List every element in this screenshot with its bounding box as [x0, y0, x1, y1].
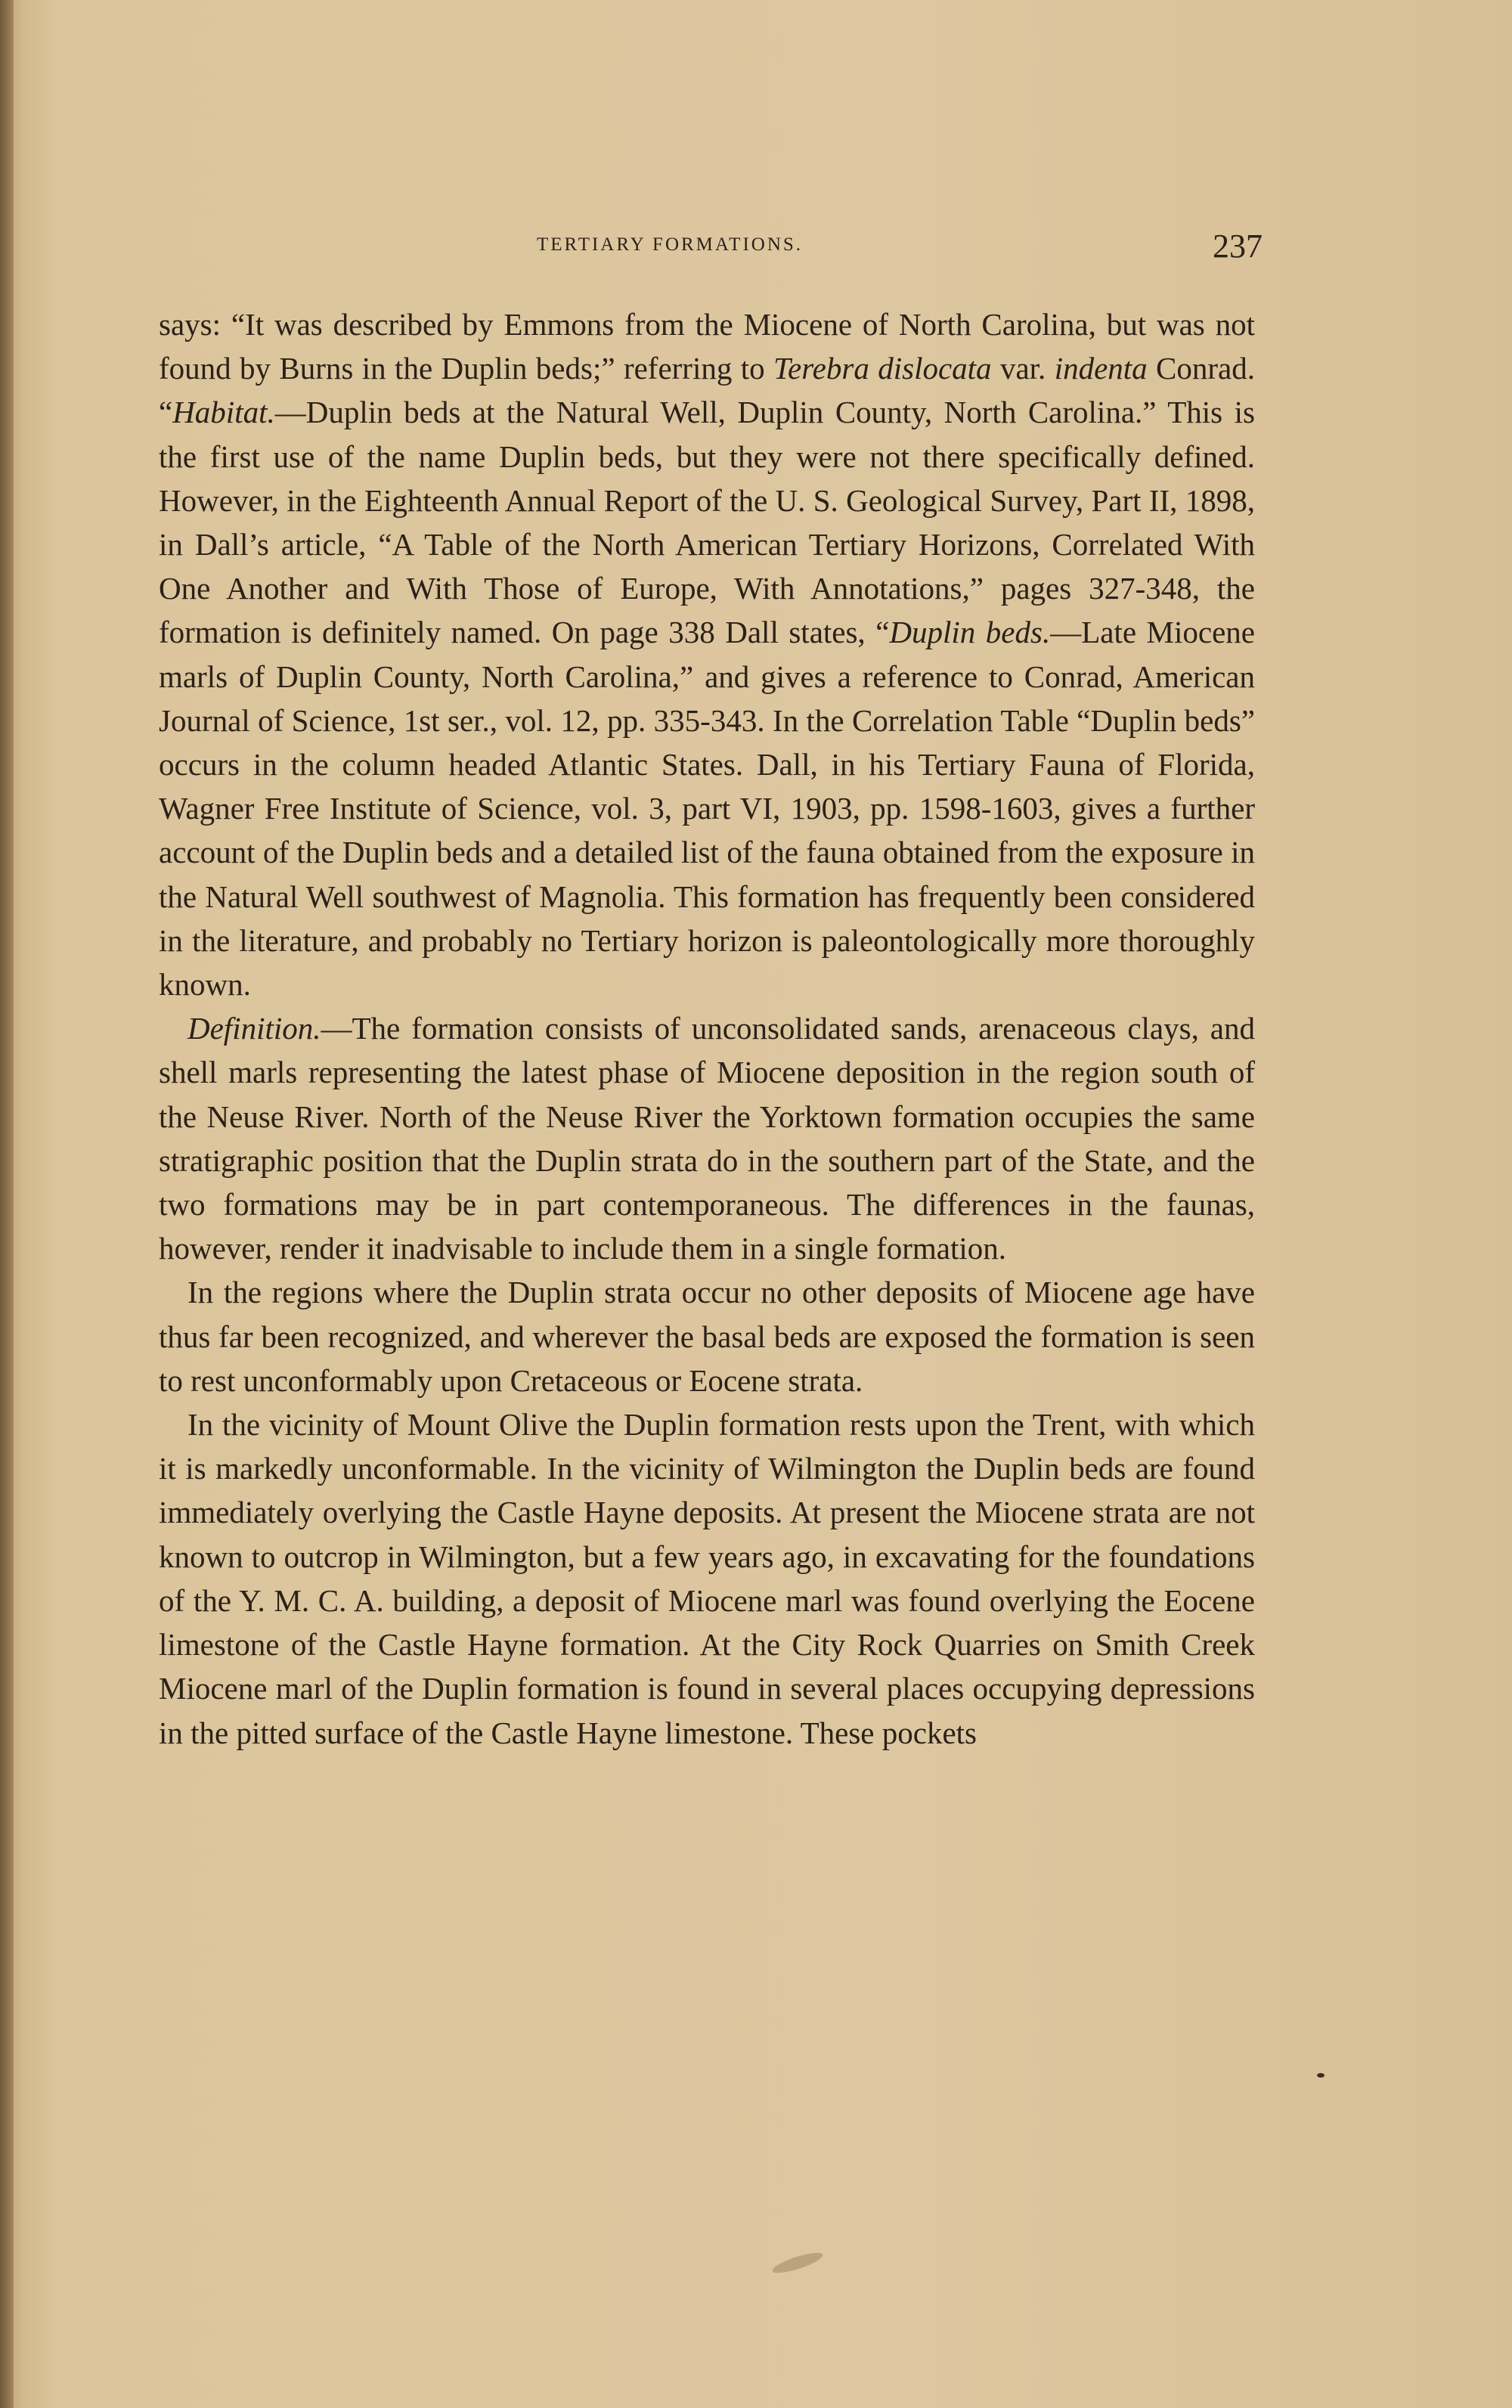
- text-run: Conrad. “: [159, 351, 1256, 430]
- italic-run: Definition.: [187, 1011, 321, 1046]
- text-run: —Late Miocene marls of Duplin County, North Carolina,” and gives a reference to Conrad, American Journal of Science, 1st ser., vol. 12, pp. 335-343. In the Correlation Table “Duplin beds” occurs in the column headed Atlantic States. Dall, in his Tertiary Fauna of Florida, Wagner Free Institute of Science, vol. 3, part VI, 1903, pp. 1598-1603, gives a further account of the Duplin beds and a detailed list of the fauna obtained from the exposure in the Natural Well southwest of Magnolia. This formation has frequently been considered in the literature, and probably no Tertiary horizon is paleontologically more thoroughly known.: [159, 615, 1255, 1003]
- italic-run: indenta: [1054, 351, 1148, 386]
- paragraph: [159, 302, 1255, 1006]
- text-run: var.: [991, 351, 1055, 386]
- body-text: [159, 302, 1255, 1755]
- page-smudge: [770, 2249, 825, 2277]
- italic-run: Duplin beds.: [889, 615, 1051, 650]
- running-head: TERTIARY FORMATIONS.: [537, 234, 804, 255]
- text-run: says: “It was described by Emmons from the Miocene of North Carolina, but was not found by Burns in the Duplin beds;” referring to: [159, 307, 1255, 386]
- paragraph: [159, 1006, 1255, 1270]
- italic-run: Habitat.: [172, 395, 275, 430]
- page-header: [159, 227, 1263, 280]
- ink-speck: [1317, 2073, 1325, 2078]
- paragraph: [159, 1270, 1255, 1402]
- text-run: In the regions where the Duplin strata occur no other deposits of Miocene age have thus far been recognized, and wherever the basal beds are exposed the formation is seen to rest unconformably upon Cretaceous or Eocene strata.: [159, 1275, 1255, 1398]
- italic-run: Terebra dislocata: [773, 351, 992, 386]
- text-run: —The formation consists of unconsolidated sands, arenaceous clays, and shell marls representing the latest phase of Miocene deposition in the region south of the Neuse River. North of the Neuse River the Yorktown formation occupies the same stratigraphic position that the Duplin strata do in the southern part of the State, and the two formations may be in part contemporaneous. The differences in the faunas, however, render it inadvisable to include them in a single formation.: [159, 1011, 1255, 1266]
- page-number: 237: [1213, 228, 1263, 265]
- text-run: —Duplin beds at the Natural Well, Duplin County, North Carolina.” This is the first use of the name Duplin beds, but they were not there specifically defined. However, in the Eighteenth Annual Report of the U. S. Geological Survey, Part II, 1898, in Dall’s article, “A Table of the North American Tertiary Horizons, Correlated With One Another and With Those of Europe, With Annotations,” pages 327-348, the formation is definitely named. On page 338 Dall states, “: [159, 395, 1255, 650]
- text-run: In the vicinity of Mount Olive the Duplin formation rests upon the Trent, with which it is markedly unconformable. In the vicinity of Wilmington the Duplin beds are found immediately overlying the Castle Hayne deposits. At present the Miocene strata are not known to outcrop in Wilmington, but a few years ago, in excavating for the foundations of the Y. M. C. A. building, a deposit of Miocene marl was found overlying the Eocene limestone of the Castle Hayne formation. At the City Rock Quarries on Smith Creek Miocene marl of the Duplin formation is found in several places occupying depressions in the pitted surface of the Castle Hayne limestone. These pockets: [159, 1407, 1255, 1750]
- paragraph: [159, 1402, 1255, 1755]
